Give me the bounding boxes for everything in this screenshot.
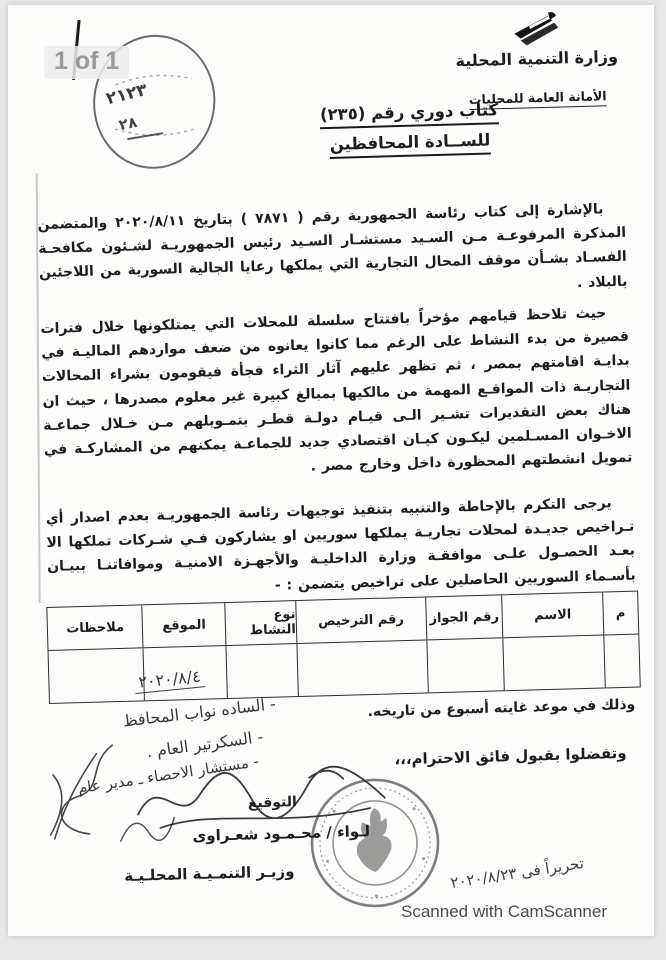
title-line-2: للســادة المحافظين xyxy=(329,130,490,158)
table-cell xyxy=(603,635,640,688)
signature-label: التوقيع xyxy=(247,794,298,812)
small-scribble-icon xyxy=(112,801,183,853)
margin-note-advisor: - مستشار الاحصاء ـ مدير عام xyxy=(76,752,260,798)
table-header-cell: الاسم xyxy=(501,593,602,638)
paragraph-reference: بالإشارة إلى كتاب رئاسة الجمهورية رقم ( ٧٨٧١ ) بتاريخ ٢٠٢٠/٨/١١ والمتضمن المذكرة المرفوعـة مـن السـيد مستشـار السـيد رئيس الجمهوريـة لشـئون مكافحـة الفسـاد بشـأن موقف المحال التجارية التي يملكها رعايا الجالية السورية من اللاجئين بالبلاد . xyxy=(37,201,628,291)
document-content xyxy=(8,5,654,936)
deadline-note: وذلك في موعد غايته أسبوع من تاريخه. xyxy=(367,696,636,721)
salutation: وتفضلوا بقبول فائق الاحترام،،، xyxy=(394,743,627,769)
table-cell xyxy=(296,640,427,696)
title-line-1: كتاب دوري رقم (٢٣٥) xyxy=(320,100,499,129)
letter-title xyxy=(291,99,528,166)
ministry-name: وزارة التنمية المحلية xyxy=(455,46,619,71)
page-indicator-badge: 1 of 1 xyxy=(44,46,129,79)
table-header-cell: نوع النشاط xyxy=(224,601,296,645)
table-cell xyxy=(225,644,297,698)
table-header-cell: ملاحظات xyxy=(65,619,125,636)
secretariat-name: الأمانة العامة للمحليات xyxy=(469,88,607,110)
stamp-number-handwriting: ٢١٢٣ xyxy=(104,79,150,110)
letterhead xyxy=(423,8,651,111)
table-header-cell: م xyxy=(602,592,639,635)
camscanner-watermark: Scanned with CamScanner xyxy=(401,902,608,921)
table-cell xyxy=(503,636,605,691)
table-header-cell: رقم الترخيص xyxy=(295,597,426,643)
handwritten-issue-date: تحريراً فى ٢٠٢٠/٨/٢٣ xyxy=(449,854,585,892)
paragraph-observation: حيث تلاحظ قيامهم مؤخراً بافتتاح سلسلة للمحلات التي يمتلكونها خلال فترات قصيرة من بدء النشاط على الرغم مما كانوا يعانوه من ضعف مواردهم الماليـة في بدايـة اقامتهم بمصر ، ثم تظهر عليهم آثار الثراء فجأة فيقومون بشراء المحالات التجاريـة ذات المواقـع المهمة من مالكيها بمبالغ كبيرة غير معلوم مصدرها ، حيث ان هناك بعض التقديرات تشـير الـى قيـام دولـة قطـر بتمـويلهم مـن خـلال جماعـة الاخـوان المسـلمين ليكـون كيـان اقتصادي جديد للجماعـة يمكنهم من المشاركـة في تمويل انشطتهم المحظورة داخل وخارج مصر . xyxy=(40,305,633,475)
paragraph-instruction: يرجى التكرم بالإحاطة والتنبيه بتنفيذ توجيهات رئاسة الجمهوريـة بعدم اصدار أي تـراخيص جديـدة لمحلات تجاريـة يملكها سوريين او يشاركون فـي شـركات تملكها الا بعـد الحصـول علـى موافقـة وزارة الداخليـة والأجهـزة الامنيـة وموافاتنـا ببيـان بأسـماء السوريين الحاصلين على تراخيص يتضمن : - xyxy=(45,495,636,594)
table-cell xyxy=(49,648,145,703)
official-round-seal-icon xyxy=(297,768,453,918)
eagle-emblem-icon xyxy=(503,10,568,48)
signer-title: وزيـر التنمـيـة المحلـيـة xyxy=(123,862,295,885)
table-header-cell: الموقع xyxy=(142,603,226,647)
signer-name: لـواء / محـمـود شعـراوى xyxy=(192,822,371,846)
scanned-document-page xyxy=(8,5,654,936)
handwritten-table-date: ٢٠٢٠/٨/٤ xyxy=(134,666,206,694)
margin-note-deputies: - الساده نواب المحافظ xyxy=(121,694,277,731)
margin-note-secretary: - السكرتير العام . xyxy=(145,726,265,762)
stamp-day-handwriting: ٢٨ xyxy=(117,112,139,135)
table-cell xyxy=(426,638,504,692)
table-header-cell: رقم الجواز xyxy=(425,595,503,639)
